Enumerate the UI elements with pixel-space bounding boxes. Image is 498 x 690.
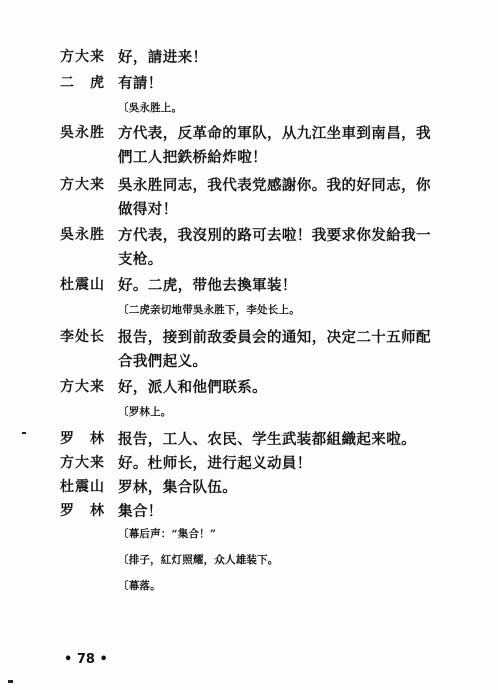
speaker-name: 吳永胜: [60, 125, 105, 141]
dialogue-text: 好。二虎，带他去換軍装！: [118, 277, 297, 294]
scan-speck: [22, 432, 26, 434]
dialogue-text: 报告，接到前敌委員会的通知，决定二十五师配: [118, 329, 431, 346]
dialogue-text: 好，請进来！: [118, 49, 208, 66]
speaker-name: 方大来: [60, 379, 105, 395]
speaker-name: 罗 林: [60, 431, 105, 447]
speaker-name: 方大来: [60, 177, 105, 193]
dialogue-text: 报告，工人、农民、学生武装都組織起来啦。: [118, 431, 416, 448]
speaker-name: 吳永胜: [60, 227, 105, 243]
stage-direction: 〔幕落。: [118, 580, 161, 592]
dialogue-text: 集合！: [118, 503, 163, 520]
dialogue-text: 有請！: [118, 75, 163, 92]
dialogue-text: 好。杜师长，进行起义动員！: [118, 455, 312, 472]
dialogue-continuation: 支枪。: [118, 251, 163, 268]
dialogue-text: 罗林，集合队伍。: [118, 479, 238, 496]
page-number: • 78 •: [64, 652, 108, 667]
dialogue-continuation: 合我們起义。: [118, 353, 208, 370]
speaker-name: 李处长: [60, 329, 105, 345]
stage-direction: 〔排子，紅灯照耀，众人雄装下。: [118, 554, 279, 566]
dialogue-text: 方代表，反革命的軍队，从九江坐車到南昌，我: [118, 125, 431, 142]
stage-direction: 〔罗林上。: [118, 406, 172, 418]
dialogue-text: 好，派人和他們联系。: [118, 379, 267, 396]
dialogue-text: 方代表，我沒別的路可去啦！我要求你发給我一: [118, 227, 431, 244]
speaker-name: 方大来: [60, 49, 105, 65]
speaker-name: 二 虎: [60, 75, 105, 91]
speaker-name: 杜震山: [60, 479, 105, 495]
speaker-name: 杜震山: [60, 277, 105, 293]
dialogue-continuation: 做得对！: [118, 201, 178, 218]
dialogue-continuation: 們工人把鉄桥給炸啦！: [118, 149, 267, 166]
stage-direction: 〔幕后声：“集合！”: [118, 528, 217, 540]
stage-direction: 〔吳永胜上。: [118, 102, 183, 114]
scan-speck: [8, 680, 13, 683]
stage-direction: 〔二虎亲切地带吳永胜下，李处长上。: [118, 304, 300, 316]
speaker-name: 方大来: [60, 455, 105, 471]
dialogue-text: 吳永胜同志，我代表党感謝你。我的好同志，你: [118, 177, 431, 194]
speaker-name: 罗 林: [60, 503, 105, 519]
